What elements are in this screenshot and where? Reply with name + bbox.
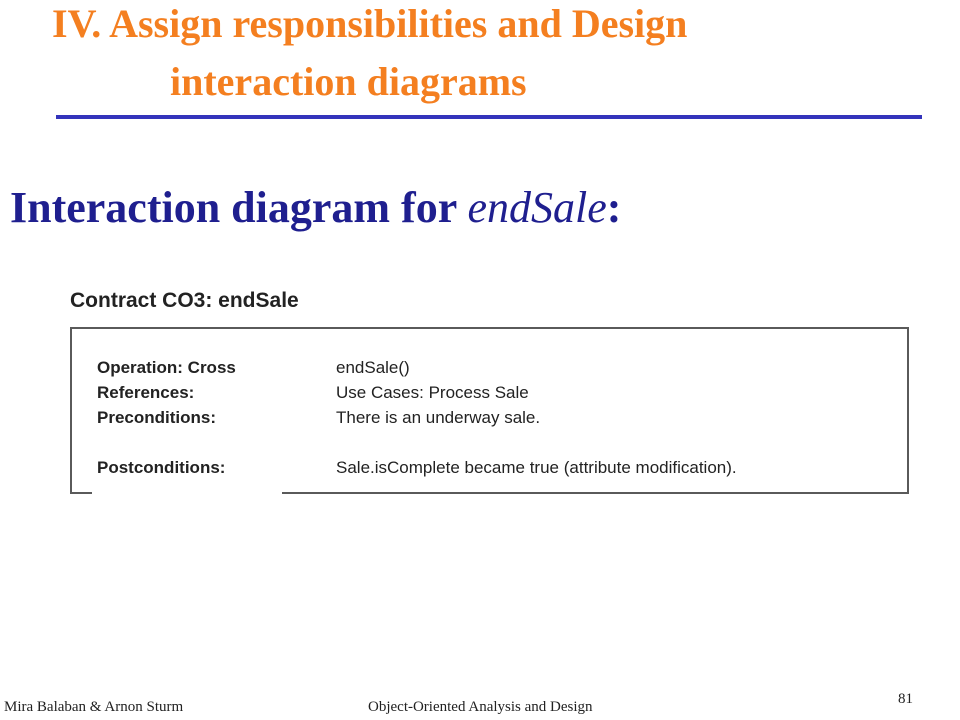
title-underline xyxy=(56,115,922,119)
slide-title-line-2: interaction diagrams xyxy=(170,59,527,104)
contract-value-preconditions: There is an underway sale. xyxy=(336,408,541,427)
footer-course-title: Object-Oriented Analysis and Design xyxy=(368,699,593,715)
contract-box-bottom-border-left xyxy=(70,492,92,494)
contract-value-references: Use Cases: Process Sale xyxy=(336,383,529,402)
subtitle-operation: endSale xyxy=(467,183,607,232)
contract-label-operation: Operation: Cross xyxy=(97,358,236,377)
contract-value-postconditions: Sale.isComplete became true (attribute modification). xyxy=(336,458,737,477)
contract-label-preconditions: Preconditions: xyxy=(97,408,217,427)
contract-heading: Contract CO3: endSale xyxy=(70,289,299,312)
subtitle-prefix: Interaction diagram for xyxy=(10,183,468,232)
subtitle-suffix: : xyxy=(606,183,622,232)
slide-subtitle xyxy=(10,183,622,232)
contract-label-postconditions: Postconditions: xyxy=(97,458,226,477)
slide-title-line-1: IV. Assign responsibilities and Design xyxy=(52,1,688,46)
contract-box-bottom-border-right xyxy=(282,492,909,494)
contract-label-references: References: xyxy=(97,383,195,402)
footer-authors: Mira Balaban & Arnon Sturm xyxy=(4,699,184,715)
footer-page-number: 81 xyxy=(898,691,913,707)
contract-value-operation: endSale() xyxy=(336,358,410,377)
